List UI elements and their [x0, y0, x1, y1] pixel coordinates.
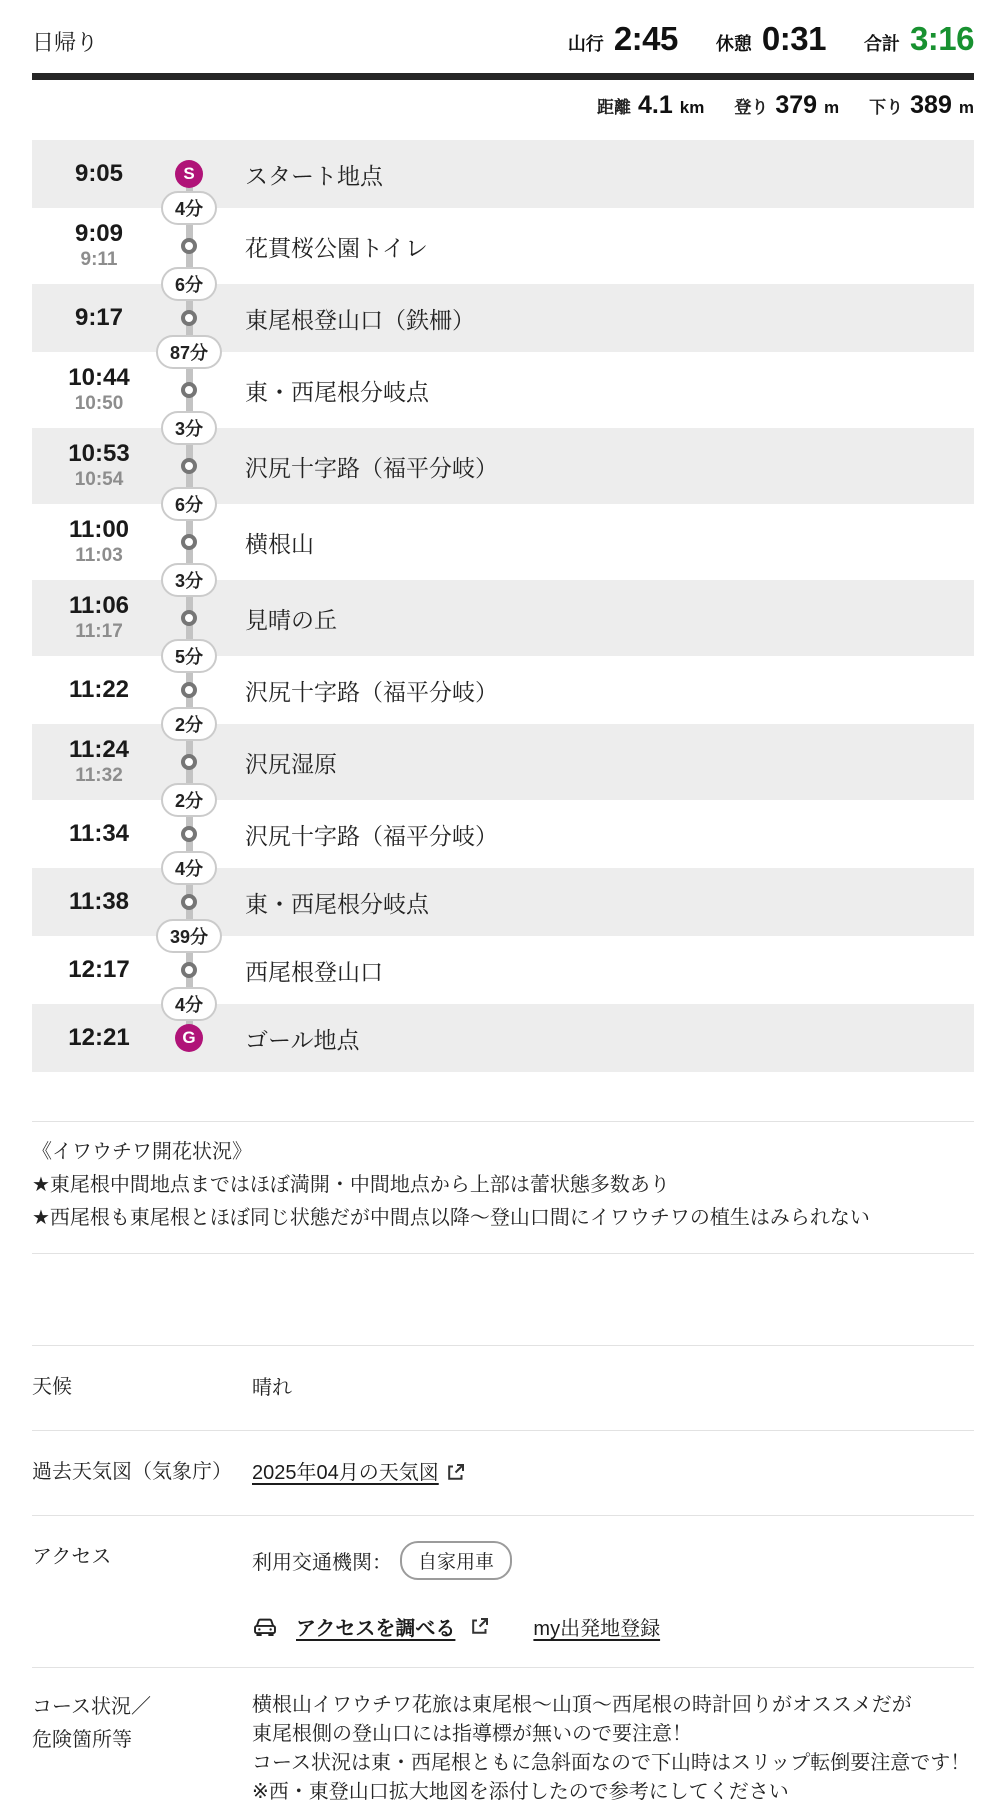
stop-dot-icon: [181, 826, 197, 842]
ascent-stat: [734, 91, 839, 120]
stop-departure-time: 11:32: [75, 764, 123, 786]
stop-arrival-time: 11:34: [68, 820, 130, 848]
duration-badge: 6分: [161, 487, 217, 521]
course-status-row: [32, 1667, 974, 1807]
distance-unit: km: [679, 98, 705, 117]
flower-status-note: [32, 1121, 974, 1254]
car-icon: [252, 1614, 278, 1640]
stop-dot-icon: [181, 962, 197, 978]
stop-times: [32, 957, 166, 982]
weather-value: 晴れ: [252, 1377, 292, 1399]
total-time-value: 3:16: [909, 20, 974, 57]
stop-arrival-time: 12:21: [68, 1024, 130, 1052]
stop-arrival-time: 11:38: [68, 888, 130, 916]
stop-times: [32, 593, 166, 642]
stop-name: 見晴の丘: [245, 606, 337, 633]
stop-times: [32, 441, 166, 490]
rest-time-stat: [716, 20, 826, 58]
stop-arrival-time: 9:05: [74, 160, 124, 188]
stop-times: [32, 821, 166, 846]
stop-times: [32, 677, 166, 702]
duration-badge: 6分: [161, 267, 217, 301]
stop-arrival-time: 11:24: [68, 736, 130, 764]
duration-badge: 5分: [161, 639, 217, 673]
timeline-row: [32, 140, 974, 219]
stop-name: 横根山: [245, 530, 314, 557]
details-table: [32, 1345, 974, 1807]
stop-dot-icon: [181, 894, 197, 910]
stop-name: 沢尻湿原: [245, 750, 337, 777]
note-lines: [32, 1169, 974, 1235]
course-status-line: 横根山イワウチワ花旅は東尾根〜山頂〜西尾根の時計回りがオススメだが: [252, 1694, 912, 1716]
total-time-label: 合計: [863, 34, 900, 54]
weather-row: [32, 1345, 974, 1430]
goal-badge: G: [175, 1024, 203, 1052]
stop-dot-icon: [181, 310, 197, 326]
course-status-line: コース状況は東・西尾根ともに急斜面なので下山時はスリップ転倒要注意です！: [252, 1752, 971, 1774]
stop-dot-icon: [181, 458, 197, 474]
stop-dot-icon: [181, 534, 197, 550]
stop-times: [32, 161, 166, 186]
stop-name: スタート地点: [245, 162, 383, 189]
stop-dot-icon: [181, 682, 197, 698]
descent-stat: [869, 91, 974, 120]
stop-departure-time: 10:50: [74, 392, 124, 414]
rest-time-label: 休憩: [715, 34, 752, 54]
duration-badge: 87分: [156, 335, 222, 369]
hiking-time-value: 2:45: [613, 20, 678, 57]
stop-name: 沢尻十字路（福平分岐）: [245, 454, 498, 481]
stop-name: 東尾根登山口（鉄柵）: [245, 306, 475, 333]
descent-label: 下り: [869, 98, 904, 117]
stop-name: 沢尻十字路（福平分岐）: [245, 678, 498, 705]
duration-badge: 39分: [156, 919, 222, 953]
stop-arrival-time: 10:53: [68, 440, 130, 468]
start-badge: S: [175, 160, 203, 188]
total-time-stat: [864, 20, 974, 58]
weather-label: 天候: [32, 1376, 72, 1398]
distance-stat: [597, 91, 704, 120]
stop-dot-icon: [181, 238, 197, 254]
stop-arrival-time: 12:17: [68, 956, 130, 984]
duration-badge: 2分: [161, 783, 217, 817]
transport-chip: 自家用車: [400, 1541, 512, 1580]
access-value: [252, 1541, 974, 1641]
course-status-label: コース状況／ 危険箇所等: [32, 1696, 151, 1751]
transport-line: [252, 1541, 974, 1580]
note-line: ★東尾根中間地点まではほぼ満開・中間地点から上部は蕾状態多数あり: [32, 1174, 670, 1196]
past-weather-value: [252, 1456, 974, 1489]
stop-times: [32, 517, 166, 566]
past-weather-label: 過去天気図（気象庁）: [32, 1461, 232, 1483]
duration-badge: 2分: [161, 707, 217, 741]
duration-badge: 3分: [161, 411, 217, 445]
descent-value: 389: [910, 91, 952, 119]
duration-badge: 3分: [161, 563, 217, 597]
stop-times: [32, 305, 166, 330]
access-row: [32, 1515, 974, 1667]
distance-label: 距離: [596, 98, 631, 117]
access-label: アクセス: [32, 1546, 112, 1568]
stop-name: ゴール地点: [245, 1026, 360, 1053]
distance-value: 4.1: [637, 91, 673, 119]
access-links: [252, 1612, 974, 1641]
stop-departure-time: 10:54: [74, 468, 124, 490]
hiking-time-stat: [568, 20, 678, 58]
stop-departure-time: 11:17: [75, 620, 123, 642]
stop-arrival-time: 9:17: [74, 304, 124, 332]
trip-type-label: 日帰り: [32, 30, 99, 55]
stop-departure-time: 9:11: [80, 248, 118, 270]
stop-arrival-time: 10:44: [68, 364, 130, 392]
course-status-line: 東尾根側の登山口には指導標が無いので要注意！: [252, 1723, 692, 1745]
header-divider: [32, 73, 974, 80]
check-access-link[interactable]: アクセスを調べる: [252, 1612, 489, 1641]
stop-name: 沢尻十字路（福平分岐）: [245, 822, 498, 849]
stop-dot-icon: [181, 382, 197, 398]
ascent-value: 379: [775, 91, 818, 119]
weather-chart-link[interactable]: 2025年04月の天気図: [252, 1462, 439, 1484]
past-weather-row: [32, 1430, 974, 1515]
note-line: ★西尾根も東尾根とほぼ同じ状態だが中間点以降〜登山口間にイワウチワの植生はみられない: [32, 1207, 870, 1229]
stop-arrival-time: 9:09: [74, 220, 124, 248]
descent-unit: m: [958, 98, 974, 117]
my-departure-link[interactable]: my出発地登録: [533, 1618, 661, 1640]
time-summary-header: [0, 0, 1000, 58]
external-link-icon: [446, 1463, 465, 1482]
stop-arrival-time: 11:00: [68, 516, 130, 544]
duration-badge: 4分: [161, 851, 217, 885]
transport-type-label: 利用交通機関：: [252, 1552, 392, 1574]
duration-badge: 4分: [161, 191, 217, 225]
stop-times: [32, 1025, 166, 1050]
stop-arrival-time: 11:06: [68, 592, 130, 620]
course-status-text: [252, 1691, 974, 1807]
ascent-unit: m: [824, 98, 840, 117]
stop-name: 西尾根登山口: [245, 958, 383, 985]
distance-stats: [32, 91, 974, 120]
stop-name: 東・西尾根分岐点: [245, 378, 429, 405]
stop-name: 東・西尾根分岐点: [245, 890, 429, 917]
stop-times: [32, 221, 166, 270]
stop-name: 花貫桜公園トイレ: [245, 234, 428, 261]
stop-times: [32, 889, 166, 914]
stop-dot-icon: [181, 610, 197, 626]
stop-times: [32, 737, 166, 786]
duration-badge: 4分: [161, 987, 217, 1021]
stop-dot-icon: [181, 754, 197, 770]
ascent-label: 登り: [734, 98, 769, 117]
external-link-icon: [470, 1617, 489, 1636]
timeline: [32, 140, 974, 1072]
stop-arrival-time: 11:22: [68, 676, 130, 704]
stop-departure-time: 11:03: [75, 544, 123, 566]
note-title: 《イワウチワ開花状況》: [32, 1141, 252, 1163]
hiking-time-label: 山行: [567, 34, 604, 54]
time-stats: [568, 20, 974, 58]
rest-time-value: 0:31: [761, 20, 826, 57]
stop-times: [32, 365, 166, 414]
course-status-line: ※西・東登山口拡大地図を添付したので参考にしてください: [252, 1781, 789, 1803]
